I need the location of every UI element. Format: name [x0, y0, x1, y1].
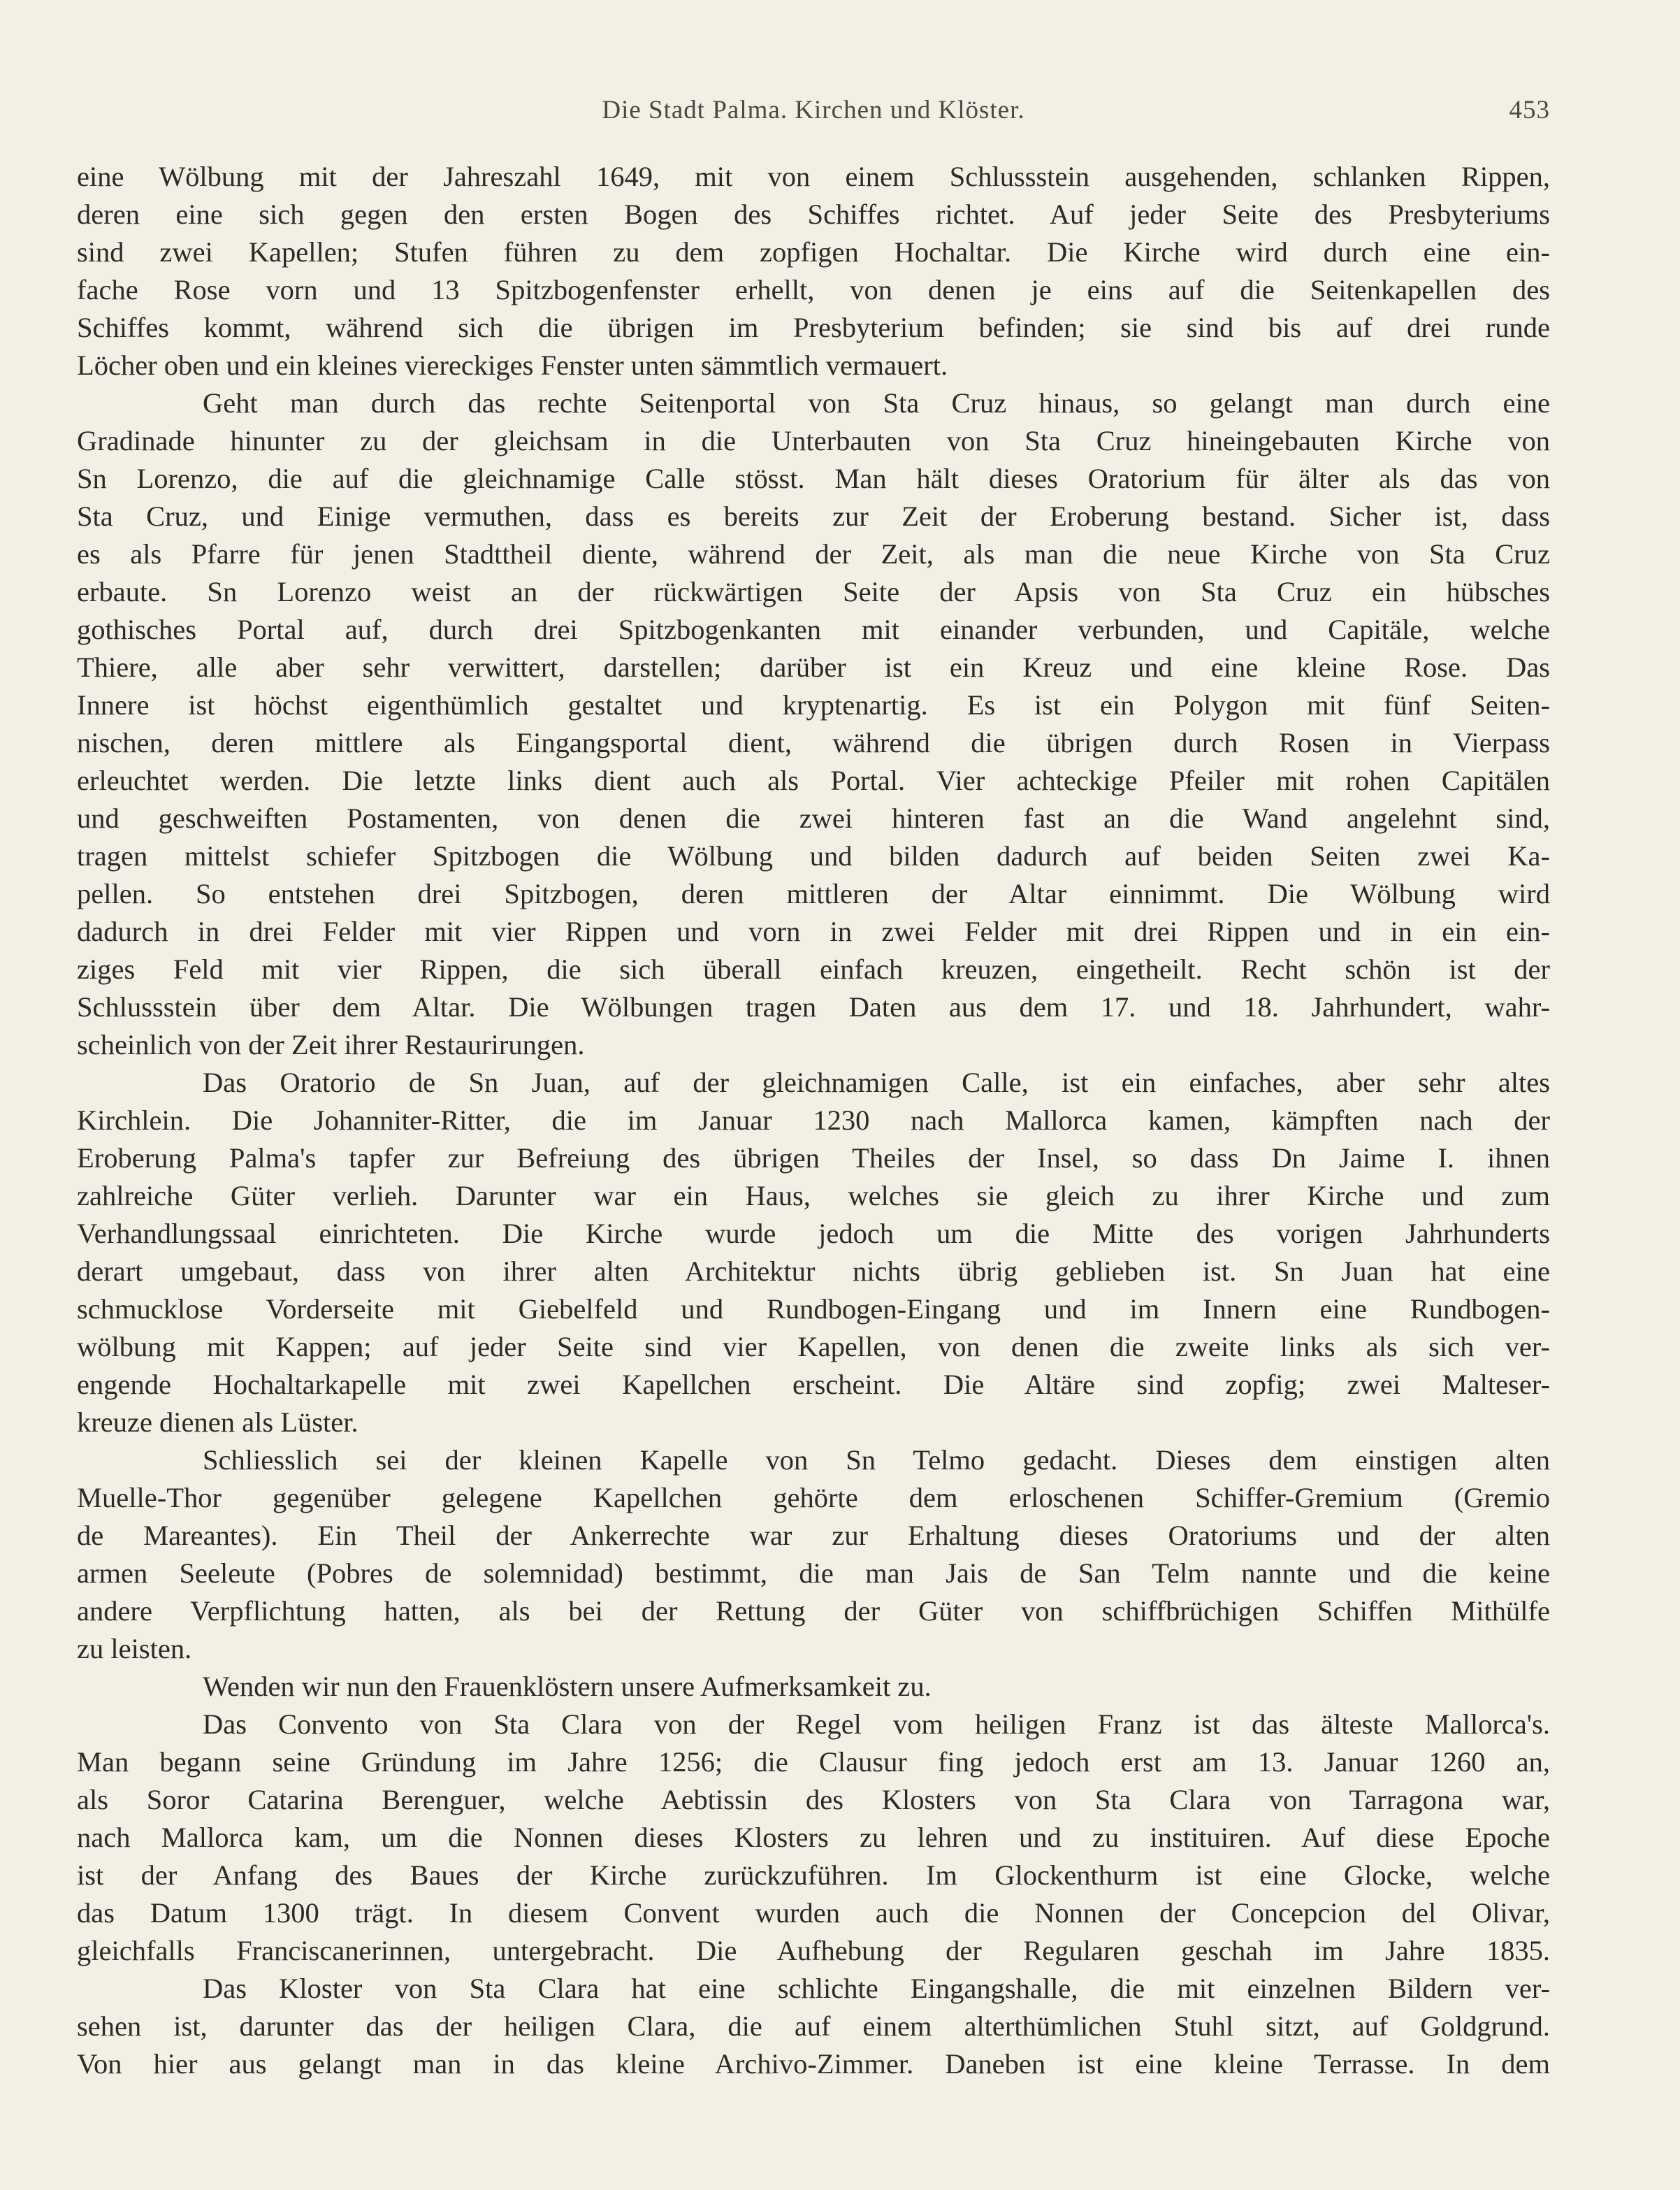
text-line: Gradinade hinunter zu der gleichsam in die Unterbauten von Sta Cruz hineingebauten Kirche von: [77, 425, 1550, 456]
text-line: gothisches Portal auf, durch drei Spitzbogenkanten mit einander verbunden, und Capitäle, welche: [77, 614, 1550, 645]
text-line: scheinlich von der Zeit ihrer Restaurirungen.: [77, 1029, 585, 1060]
text-line: Schiffes kommt, während sich die übrigen im Presbyterium befinden; sie sind bis auf drei runde: [77, 312, 1550, 343]
text-line: de Mareantes). Ein Theil der Ankerrechte war zur Erhaltung dieses Oratoriums und der alten: [77, 1520, 1550, 1551]
text-line: Man begann seine Gründung im Jahre 1256; die Clausur fing jedoch erst am 13. Januar 1260 an,: [77, 1746, 1550, 1778]
text-line: Das Oratorio de Sn Juan, auf der gleichnamigen Calle, ist ein einfaches, aber sehr altes: [203, 1067, 1550, 1098]
text-line: Von hier aus gelangt man in das kleine Archivo-Zimmer. Daneben ist eine kleine Terrasse. In dem: [77, 2048, 1550, 2080]
text-line: sind zwei Kapellen; Stufen führen zu dem zopfigen Hochaltar. Die Kirche wird durch eine ein-: [77, 236, 1550, 268]
text-line: zahlreiche Güter verlieh. Darunter war ein Haus, welches sie gleich zu ihrer Kirche und zum: [77, 1180, 1550, 1211]
text-line: erleuchtet werden. Die letzte links dient auch als Portal. Vier achteckige Pfeiler mit rohen Capitälen: [77, 765, 1550, 796]
text-line: Sn Lorenzo, die auf die gleichnamige Calle stösst. Man hält dieses Oratorium für älter als das von: [77, 463, 1550, 494]
text-line: Sta Cruz, und Einige vermuthen, dass es bereits zur Zeit der Eroberung bestand. Sicher ist, dass: [77, 500, 1550, 532]
running-title: Die Stadt Palma. Kirchen und Klöster.: [602, 96, 1025, 124]
text-line: andere Verpflichtung hatten, als bei der Rettung der Güter von schiffbrüchigen Schiffen Mithülfe: [77, 1595, 1550, 1627]
text-line: deren eine sich gegen den ersten Bogen des Schiffes richtet. Auf jeder Seite des Presbyteriums: [77, 199, 1550, 230]
text-line: schmucklose Vorderseite mit Giebelfeld und Rundbogen-Eingang und im Innern eine Rundbogen-: [77, 1293, 1550, 1325]
text-line: Thiere, alle aber sehr verwittert, darstellen; darüber ist ein Kreuz und eine kleine Rose. Das: [77, 651, 1550, 683]
text-line: Schliesslich sei der kleinen Kapelle von Sn Telmo gedacht. Dieses dem einstigen alten: [203, 1444, 1550, 1476]
text-line: wölbung mit Kappen; auf jeder Seite sind vier Kapellen, von denen die zweite links als sich ver-: [77, 1331, 1550, 1362]
text-line: Kirchlein. Die Johanniter-Ritter, die im Januar 1230 nach Mallorca kamen, kämpften nach der: [77, 1104, 1550, 1136]
text-line: Löcher oben und ein kleines viereckiges Fenster unten sämmtlich vermauert.: [77, 350, 948, 381]
body-text: [77, 158, 1550, 2083]
text-line: derart umgebaut, dass von ihrer alten Architektur nichts übrig geblieben ist. Sn Juan hat eine: [77, 1255, 1550, 1287]
page-number: 453: [1509, 96, 1550, 124]
text-line: Das Kloster von Sta Clara hat eine schlichte Eingangshalle, die mit einzelnen Bildern ver-: [203, 1973, 1550, 2004]
text-line: Muelle-Thor gegenüber gelegene Kapellchen gehörte dem erloschenen Schiffer-Gremium (Gremio: [77, 1482, 1550, 1513]
text-line: Das Convento von Sta Clara von der Regel vom heiligen Franz ist das älteste Mallorca's.: [203, 1708, 1550, 1740]
text-line: kreuze dienen als Lüster.: [77, 1406, 359, 1438]
running-head: [77, 95, 1550, 137]
text-line: Verhandlungssaal einrichteten. Die Kirche wurde jedoch um die Mitte des vorigen Jahrhunderts: [77, 1218, 1550, 1249]
text-line: es als Pfarre für jenen Stadttheil diente, während der Zeit, als man die neue Kirche von Sta Cruz: [77, 538, 1550, 570]
text-line: Schlussstein über dem Altar. Die Wölbungen tragen Daten aus dem 17. und 18. Jahrhundert, wahr-: [77, 991, 1550, 1023]
text-line: engende Hochaltarkapelle mit zwei Kapellchen erscheint. Die Altäre sind zopfig; zwei Malteser-: [77, 1369, 1550, 1400]
text-line: nischen, deren mittlere als Eingangsportal dient, während die übrigen durch Rosen in Vierpass: [77, 727, 1550, 758]
text-line: armen Seeleute (Pobres de solemnidad) bestimmt, die man Jais de San Telm nannte und die keine: [77, 1557, 1550, 1589]
text-line: Wenden wir nun den Frauenklöstern unsere Aufmerksamkeit zu.: [203, 1671, 932, 1702]
text-line: und geschweiften Postamenten, von denen die zwei hinteren fast an die Wand angelehnt sind,: [77, 802, 1550, 834]
text-line: sehen ist, darunter das der heiligen Clara, die auf einem alterthümlichen Stuhl sitzt, auf Goldgrund.: [77, 2010, 1550, 2042]
text-line: ist der Anfang des Baues der Kirche zurückzuführen. Im Glockenthurm ist eine Glocke, welche: [77, 1859, 1550, 1891]
text-line: gleichfalls Franciscanerinnen, untergebracht. Die Aufhebung der Regularen geschah im Jahre 1835.: [77, 1935, 1550, 1966]
text-line: zu leisten.: [77, 1633, 192, 1664]
text-line: erbaute. Sn Lorenzo weist an der rückwärtigen Seite der Apsis von Sta Cruz ein hübsches: [77, 576, 1550, 607]
text-line: pellen. So entstehen drei Spitzbogen, deren mittleren der Altar einnimmt. Die Wölbung wird: [77, 878, 1550, 909]
text-line: Geht man durch das rechte Seitenportal von Sta Cruz hinaus, so gelangt man durch eine: [203, 387, 1550, 419]
text-line: fache Rose vorn und 13 Spitzbogenfenster erhellt, von denen je eins auf die Seitenkapellen des: [77, 274, 1550, 305]
text-line: Innere ist höchst eigenthümlich gestaltet und kryptenartig. Es ist ein Polygon mit fünf Seiten-: [77, 689, 1550, 721]
text-line: Eroberung Palma's tapfer zur Befreiung des übrigen Theiles der Insel, so dass Dn Jaime I. ihnen: [77, 1142, 1550, 1174]
text-line: das Datum 1300 trägt. In diesem Convent wurden auch die Nonnen der Concepcion del Olivar,: [77, 1897, 1550, 1929]
text-line: eine Wölbung mit der Jahreszahl 1649, mit von einem Schlussstein ausgehenden, schlanken Rippen,: [77, 161, 1550, 192]
text-line: als Soror Catarina Berenguer, welche Aebtissin des Klosters von Sta Clara von Tarragona war,: [77, 1784, 1550, 1815]
text-line: dadurch in drei Felder mit vier Rippen und vorn in zwei Felder mit drei Rippen und in ein ein-: [77, 916, 1550, 947]
text-line: nach Mallorca kam, um die Nonnen dieses Klosters zu lehren und zu instituiren. Auf diese Epoche: [77, 1822, 1550, 1853]
text-line: ziges Feld mit vier Rippen, die sich überall einfach kreuzen, eingetheilt. Recht schön ist der: [77, 953, 1550, 985]
text-line: tragen mittelst schiefer Spitzbogen die Wölbung und bilden dadurch auf beiden Seiten zwei Ka-: [77, 840, 1550, 872]
